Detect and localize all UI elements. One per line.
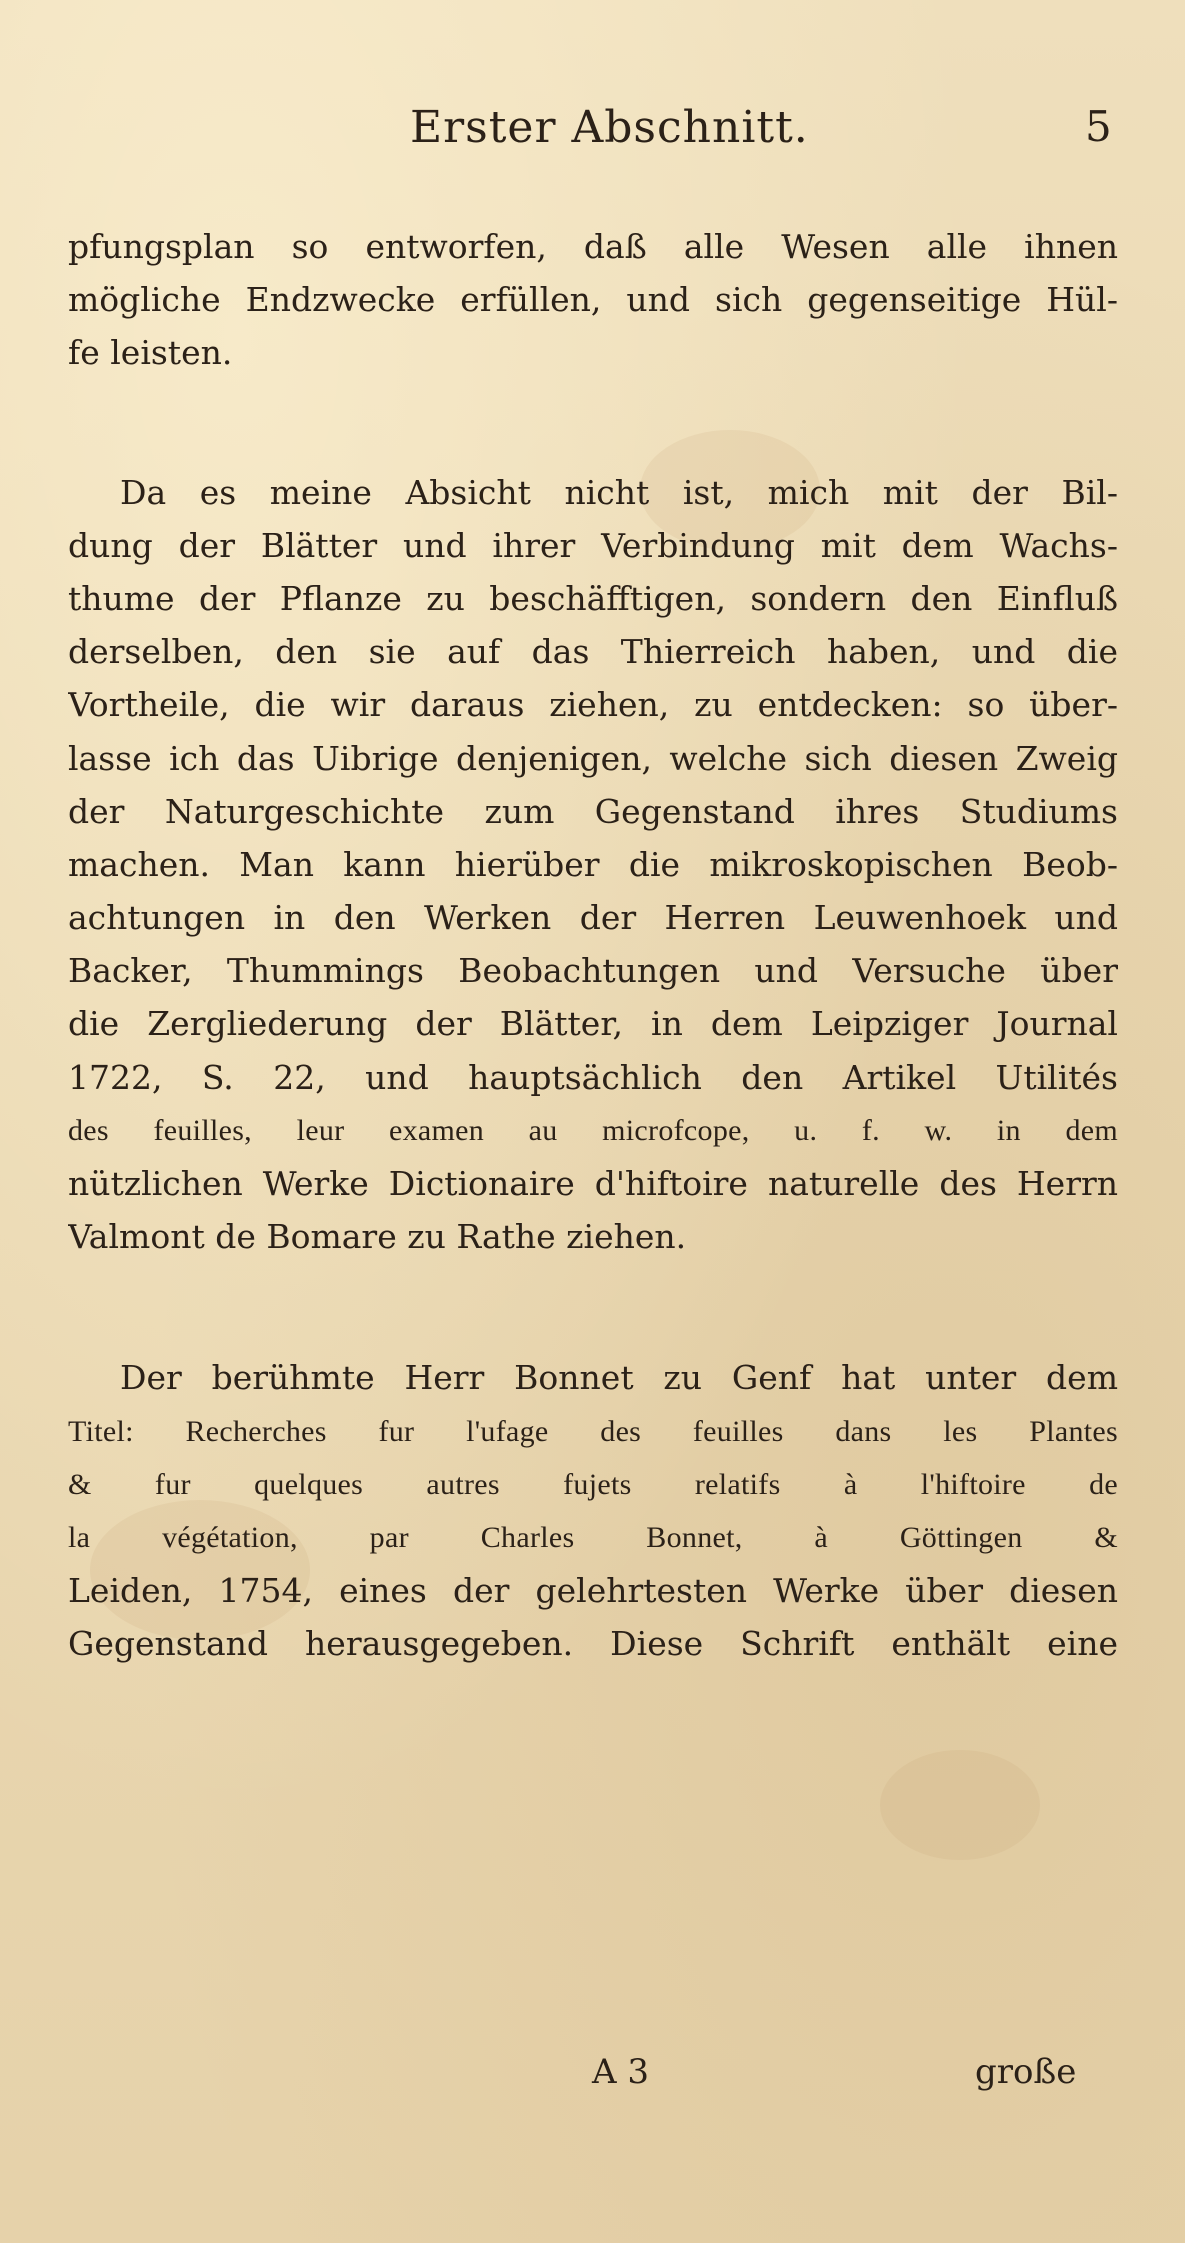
page-footer [0, 2052, 1185, 2112]
text-line: mögliche Endzwecke erfüllen, und sich gegenseitige Hül- [68, 280, 1118, 320]
body-text [68, 220, 1118, 1671]
page-number: 5 [1085, 102, 1112, 151]
paragraph [68, 1351, 1118, 1670]
paragraph [68, 466, 1118, 1264]
signature-mark: A 3 [592, 2052, 649, 2092]
text-line: lasse ich das Uibrige denjenigen, welche sich diesen Zweig [68, 738, 1118, 778]
text-line: dung der Blätter und ihrer Verbindung mit dem Wachs- [68, 525, 1118, 565]
text-line: des feuilles, leur examen au microfcope, u. f. w. in dem [68, 1113, 1118, 1147]
paper-stain [880, 1750, 1040, 1860]
catchword: große [975, 2052, 1077, 2092]
text-line: Der berühmte Herr Bonnet zu Genf hat unter dem [120, 1358, 1118, 1398]
paragraph [68, 220, 1118, 380]
running-head [0, 102, 1185, 162]
text-line: Da es meine Absicht nicht ist, mich mit der Bil- [120, 472, 1118, 512]
text-line: la végétation, par Charles Bonnet, à Göttingen & [68, 1520, 1118, 1554]
paragraph-gap [68, 1263, 1118, 1351]
text-line: 1722, S. 22, und hauptsächlich den Artikel Utilités [68, 1057, 1118, 1097]
paragraph-gap [68, 380, 1118, 466]
text-line: machen. Man kann hierüber die mikroskopischen Beob- [68, 844, 1118, 884]
text-line: thume der Pflanze zu beschäfftigen, sondern den Einfluß [68, 578, 1118, 618]
text-line: Vortheile, die wir daraus ziehen, zu entdecken: so über- [68, 685, 1118, 725]
text-line: Leiden, 1754, eines der gelehrtesten Werke über diesen [68, 1571, 1118, 1611]
text-line: pfungsplan so entworfen, daß alle Wesen alle ihnen [68, 227, 1118, 266]
text-line: der Naturgeschichte zum Gegenstand ihres Studiums [68, 791, 1118, 831]
text-line: Backer, Thummings Beobachtungen und Versuche über [68, 951, 1118, 991]
text-line: fe leisten. [68, 333, 233, 373]
text-line: & fur quelques autres fujets relatifs à l'hiftoire de [68, 1467, 1118, 1501]
text-line: Titel: Recherches fur l'ufage des feuilles dans les Plantes [68, 1414, 1118, 1448]
text-line: die Zergliederung der Blätter, in dem Leipziger Journal [68, 1004, 1118, 1044]
text-line: nützlichen Werke Dictionaire d'hiftoire naturelle des Herrn [68, 1164, 1118, 1203]
text-line: derselben, den sie auf das Thierreich haben, und die [68, 632, 1118, 672]
text-line: Gegenstand herausgegeben. Diese Schrift enthält eine [68, 1624, 1118, 1664]
text-line: Valmont de Bomare zu Rathe ziehen. [68, 1217, 687, 1257]
running-title: Erster Abschnitt. [410, 102, 809, 153]
text-line: achtungen in den Werken der Herren Leuwenhoek und [68, 898, 1118, 938]
